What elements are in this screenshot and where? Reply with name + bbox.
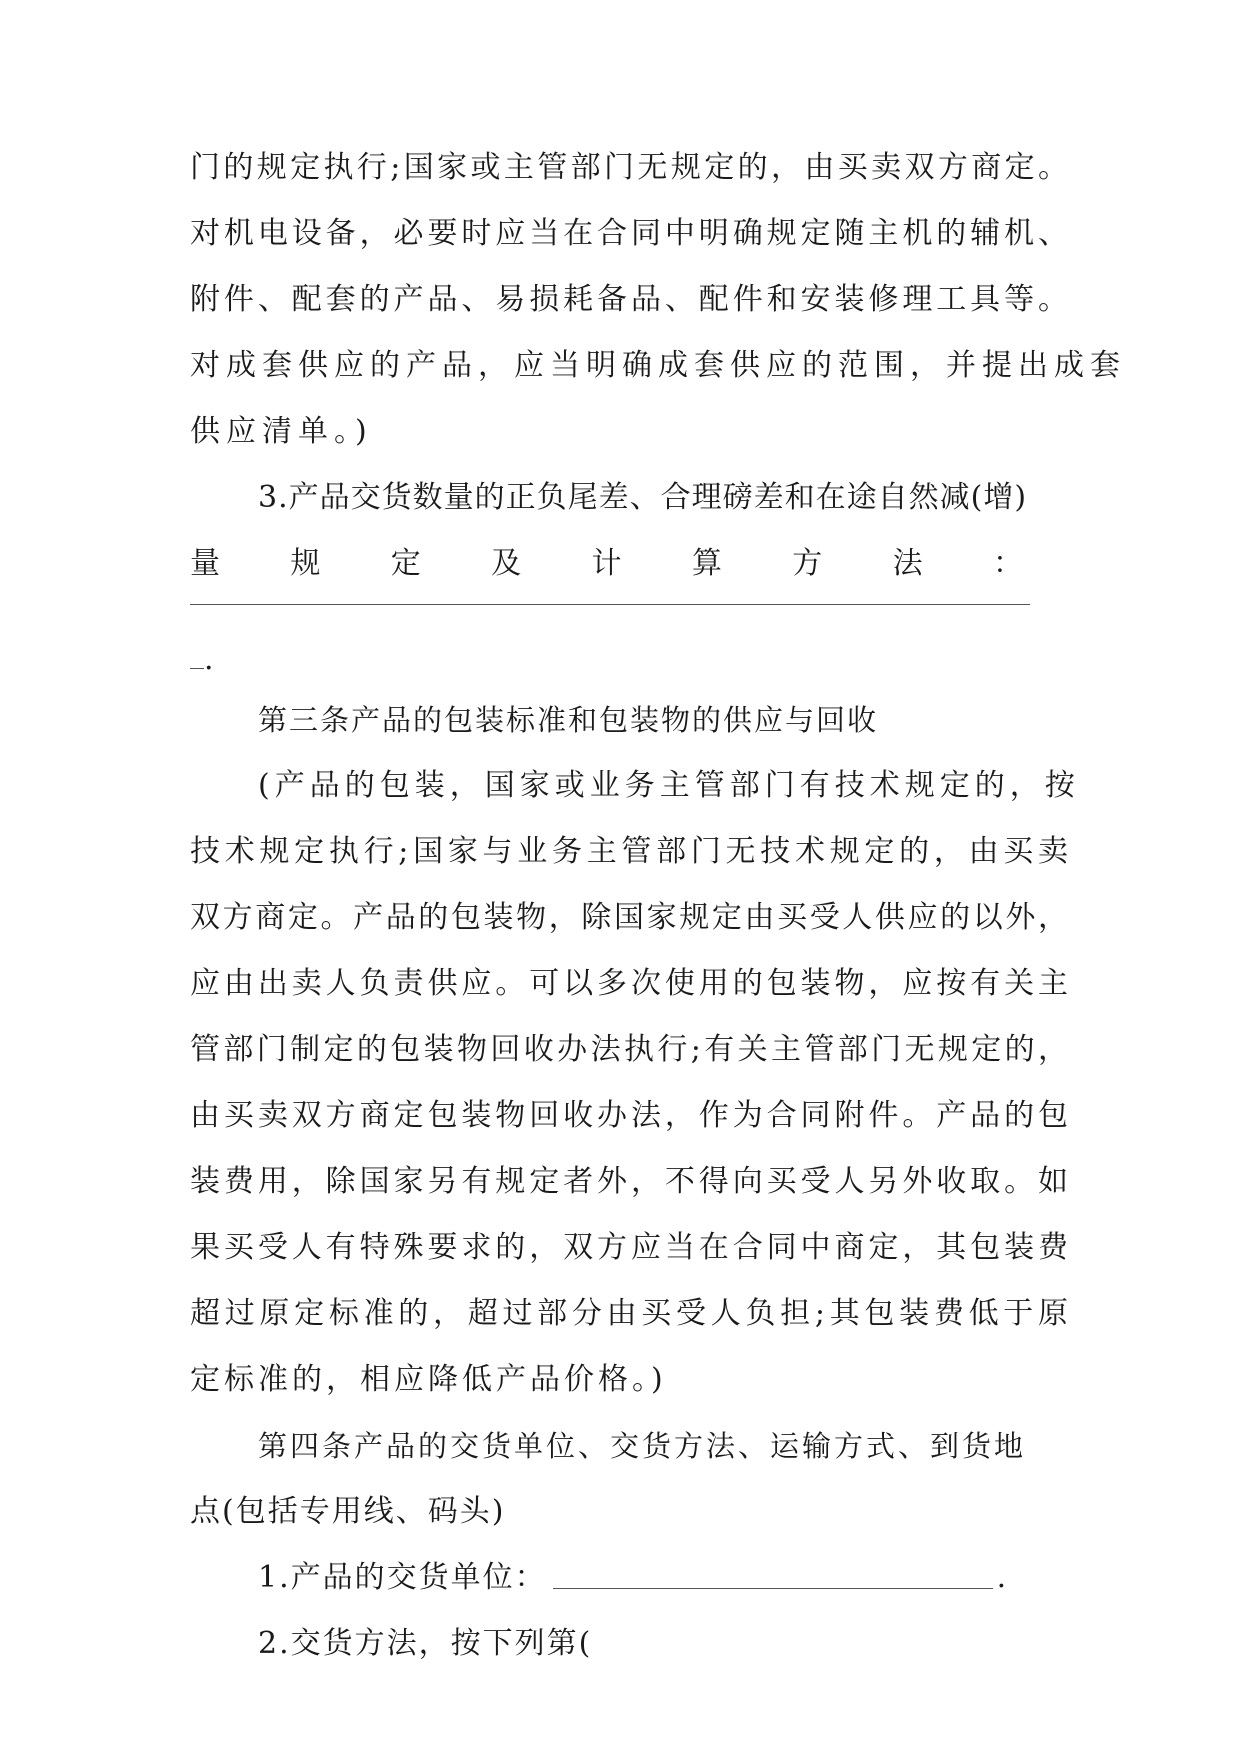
item-1-line [258,1558,1070,1598]
paragraph-line: 附件、配套的产品、易损耗备品、配件和安装修理工具等。 [190,282,1070,317]
blank-line-end [190,640,214,680]
spread-char: ： [993,546,1025,581]
fill-in-blank-line [190,604,1030,605]
paragraph-line: (产品的包装，国家或业务主管部门有技术规定的，按 [258,768,1080,803]
spread-char: 计 [591,546,624,581]
paragraph-line: 装费用，除国家另有规定者外，不得向买受人另外收取。如 [190,1164,1070,1199]
spread-char: 算 [691,546,724,581]
item-1-label: 1.产品的交货单位： [258,1560,547,1595]
article-4-heading: 第四条产品的交货单位、交货方法、运输方式、到货地 [258,1429,1027,1463]
spread-char: 及 [491,546,524,581]
paragraph-line: 应由出卖人负责供应。可以多次使用的包装物，应按有关主 [190,966,1070,1001]
paragraph-line: 门的规定执行;国家或主管部门无规定的，由买卖双方商定。 [190,150,1070,185]
paragraph-line: 管部门制定的包装物回收办法执行;有关主管部门无规定的， [190,1032,1070,1067]
article-3-heading: 第三条产品的包装标准和包装物的供应与回收 [258,703,879,737]
paragraph-line: 双方商定。产品的包装物，除国家规定由买受人供应的以外， [190,900,1070,935]
item-2-line: 2.交货方法，按下列第( [258,1626,593,1661]
period-mark: . [996,1560,1009,1595]
paragraph-line: 供应清单。) [190,414,373,449]
paragraph-line: 果买受人有特殊要求的，双方应当在合同中商定，其包装费 [190,1230,1070,1265]
spread-char: 定 [390,546,423,581]
paragraph-line: 超过原定标准的，超过部分由买受人负担;其包装费低于原 [190,1296,1070,1331]
item-3-line: 3.产品交货数量的正负尾差、合理磅差和在途自然减(增) [258,480,1028,515]
delivery-unit-blank [553,1558,993,1589]
item-3-spread-line [190,544,1025,584]
spread-char: 规 [290,546,323,581]
article-4-heading-cont: 点(包括专用线、码头) [190,1494,506,1529]
short-blank [190,642,204,669]
paragraph-line: 技术规定执行;国家与业务主管部门无技术规定的，由买卖 [190,834,1070,869]
spread-char: 法 [892,546,925,581]
spread-char: 量 [190,546,222,581]
spread-char: 方 [792,546,825,581]
paragraph-line: 由买卖双方商定包装物回收办法，作为合同附件。产品的包 [190,1098,1070,1133]
paragraph-line: 定标准的，相应降低产品价格。) [190,1362,667,1397]
paragraph-line: 对成套供应的产品，应当明确成套供应的范围，并提出成套 [190,348,1126,383]
period-mark: . [204,642,214,677]
paragraph-line: 对机电设备，必要时应当在合同中明确规定随主机的辅机、 [190,216,1070,251]
